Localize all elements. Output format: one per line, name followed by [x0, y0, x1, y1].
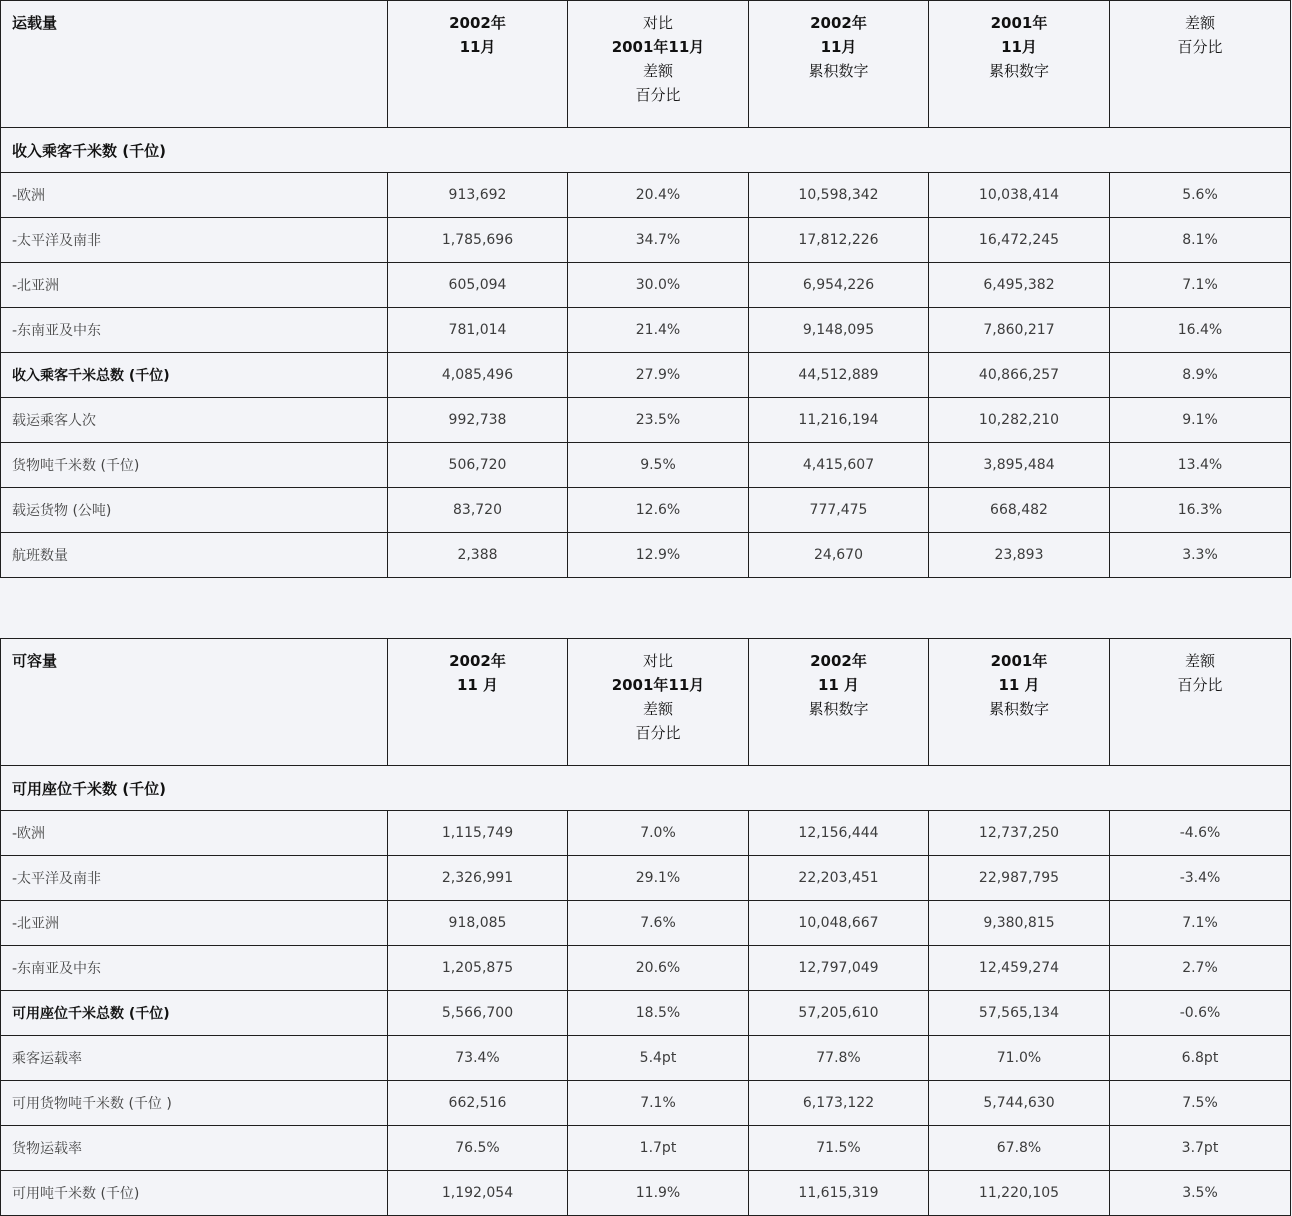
cell: 8.1% [1110, 218, 1291, 263]
cell: 16,472,245 [929, 218, 1110, 263]
table-row [1, 1036, 1291, 1081]
cell: 12,737,250 [929, 811, 1110, 856]
table-row [1, 263, 1291, 308]
cell: 10,038,414 [929, 173, 1110, 218]
cell: 3.5% [1110, 1171, 1291, 1216]
row-label: 货物运载率 [1, 1126, 388, 1171]
row-label: -东南亚及中东 [1, 946, 388, 991]
column-header-label: 可容量 [1, 639, 388, 766]
cell: 57,205,610 [749, 991, 929, 1036]
cell: 506,720 [388, 443, 568, 488]
row-label: 航班数量 [1, 533, 388, 578]
section-label: 收入乘客千米数 (千位) [1, 128, 1291, 173]
column-header-ytd-2002: 2002年 11月 累积数字 [749, 1, 929, 128]
cell: 11,615,319 [749, 1171, 929, 1216]
table-row-total [1, 353, 1291, 398]
cell: 12.9% [568, 533, 749, 578]
traffic-table [0, 0, 1291, 578]
cell: 17,812,226 [749, 218, 929, 263]
row-label: 可用吨千米数 (千位) [1, 1171, 388, 1216]
cell: 73.4% [388, 1036, 568, 1081]
cell: 7.6% [568, 901, 749, 946]
cell: 4,415,607 [749, 443, 929, 488]
cell: 77.8% [749, 1036, 929, 1081]
row-label: 可用货物吨千米数 (千位 ) [1, 1081, 388, 1126]
table-row [1, 901, 1291, 946]
cell: 5.6% [1110, 173, 1291, 218]
cell: 777,475 [749, 488, 929, 533]
cell: 6,954,226 [749, 263, 929, 308]
cell: 83,720 [388, 488, 568, 533]
cell: -0.6% [1110, 991, 1291, 1036]
row-label: -北亚洲 [1, 901, 388, 946]
cell: 21.4% [568, 308, 749, 353]
column-header-ytd-2001: 2001年 11 月 累积数字 [929, 639, 1110, 766]
table-row [1, 1081, 1291, 1126]
cell: 12,156,444 [749, 811, 929, 856]
table-row [1, 308, 1291, 353]
column-header-ytd-2001: 2001年 11月 累积数字 [929, 1, 1110, 128]
cell: 918,085 [388, 901, 568, 946]
cell: 1,205,875 [388, 946, 568, 991]
cell: 23.5% [568, 398, 749, 443]
table-row [1, 443, 1291, 488]
column-header-change: 对比 2001年11月 差额 百分比 [568, 1, 749, 128]
row-label: -北亚洲 [1, 263, 388, 308]
column-header-ytd-change: 差额 百分比 [1110, 1, 1291, 128]
cell: 7.5% [1110, 1081, 1291, 1126]
cell: 44,512,889 [749, 353, 929, 398]
row-label: -东南亚及中东 [1, 308, 388, 353]
cell: 16.3% [1110, 488, 1291, 533]
cell: 11.9% [568, 1171, 749, 1216]
row-label: 货物吨千米数 (千位) [1, 443, 388, 488]
cell: 2,326,991 [388, 856, 568, 901]
capacity-table [0, 638, 1291, 1216]
cell: 662,516 [388, 1081, 568, 1126]
cell: 12,459,274 [929, 946, 1110, 991]
cell: 30.0% [568, 263, 749, 308]
cell: 29.1% [568, 856, 749, 901]
cell: 11,220,105 [929, 1171, 1110, 1216]
row-label: 可用座位千米总数 (千位) [1, 991, 388, 1036]
table-row [1, 218, 1291, 263]
cell: 67.8% [929, 1126, 1110, 1171]
cell: 7,860,217 [929, 308, 1110, 353]
row-label: -欧洲 [1, 173, 388, 218]
column-header-ytd-2002: 2002年 11 月 累积数字 [749, 639, 929, 766]
cell: 7.1% [568, 1081, 749, 1126]
cell: 1,115,749 [388, 811, 568, 856]
cell: 10,048,667 [749, 901, 929, 946]
cell: 24,670 [749, 533, 929, 578]
table-row [1, 1171, 1291, 1216]
column-header-label: 运载量 [1, 1, 388, 128]
cell: 12,797,049 [749, 946, 929, 991]
cell: 22,203,451 [749, 856, 929, 901]
cell: 2.7% [1110, 946, 1291, 991]
cell: 992,738 [388, 398, 568, 443]
table-row [1, 173, 1291, 218]
table-row [1, 398, 1291, 443]
cell: 7.1% [1110, 263, 1291, 308]
cell: 20.4% [568, 173, 749, 218]
cell: 71.5% [749, 1126, 929, 1171]
cell: 913,692 [388, 173, 568, 218]
cell: 7.1% [1110, 901, 1291, 946]
cell: 3.7pt [1110, 1126, 1291, 1171]
section-label: 可用座位千米数 (千位) [1, 766, 1291, 811]
table-row [1, 533, 1291, 578]
cell: 2,388 [388, 533, 568, 578]
cell: 605,094 [388, 263, 568, 308]
cell: 9.1% [1110, 398, 1291, 443]
row-label: 收入乘客千米总数 (千位) [1, 353, 388, 398]
column-header-ytd-change: 差额 百分比 [1110, 639, 1291, 766]
cell: 16.4% [1110, 308, 1291, 353]
cell: 40,866,257 [929, 353, 1110, 398]
cell: 5,744,630 [929, 1081, 1110, 1126]
cell: 8.9% [1110, 353, 1291, 398]
cell: 3,895,484 [929, 443, 1110, 488]
column-header-change: 对比 2001年11月 差额 百分比 [568, 639, 749, 766]
cell: 12.6% [568, 488, 749, 533]
row-label: -太平洋及南非 [1, 218, 388, 263]
cell: -4.6% [1110, 811, 1291, 856]
table-row [1, 1126, 1291, 1171]
cell: 668,482 [929, 488, 1110, 533]
row-label: 载运乘客人次 [1, 398, 388, 443]
cell: 11,216,194 [749, 398, 929, 443]
cell: -3.4% [1110, 856, 1291, 901]
cell: 1,192,054 [388, 1171, 568, 1216]
table-row [1, 488, 1291, 533]
row-label: 载运货物 (公吨) [1, 488, 388, 533]
cell: 5,566,700 [388, 991, 568, 1036]
cell: 71.0% [929, 1036, 1110, 1081]
cell: 9,148,095 [749, 308, 929, 353]
row-label: -欧洲 [1, 811, 388, 856]
row-label: 乘客运载率 [1, 1036, 388, 1081]
cell: 10,282,210 [929, 398, 1110, 443]
row-label: -太平洋及南非 [1, 856, 388, 901]
section-row [1, 128, 1291, 173]
table-row [1, 856, 1291, 901]
cell: 6.8pt [1110, 1036, 1291, 1081]
column-header-month: 2002年 11 月 [388, 639, 568, 766]
cell: 10,598,342 [749, 173, 929, 218]
cell: 1,785,696 [388, 218, 568, 263]
cell: 13.4% [1110, 443, 1291, 488]
cell: 57,565,134 [929, 991, 1110, 1036]
column-header-month: 2002年 11月 [388, 1, 568, 128]
cell: 9,380,815 [929, 901, 1110, 946]
cell: 23,893 [929, 533, 1110, 578]
cell: 27.9% [568, 353, 749, 398]
table-row [1, 811, 1291, 856]
cell: 6,173,122 [749, 1081, 929, 1126]
table-header-row [1, 639, 1291, 766]
cell: 34.7% [568, 218, 749, 263]
cell: 4,085,496 [388, 353, 568, 398]
cell: 76.5% [388, 1126, 568, 1171]
cell: 22,987,795 [929, 856, 1110, 901]
cell: 18.5% [568, 991, 749, 1036]
cell: 9.5% [568, 443, 749, 488]
section-row [1, 766, 1291, 811]
cell: 781,014 [388, 308, 568, 353]
cell: 20.6% [568, 946, 749, 991]
cell: 7.0% [568, 811, 749, 856]
cell: 1.7pt [568, 1126, 749, 1171]
cell: 3.3% [1110, 533, 1291, 578]
cell: 5.4pt [568, 1036, 749, 1081]
table-row-total [1, 991, 1291, 1036]
cell: 6,495,382 [929, 263, 1110, 308]
table-row [1, 946, 1291, 991]
table-header-row [1, 1, 1291, 128]
